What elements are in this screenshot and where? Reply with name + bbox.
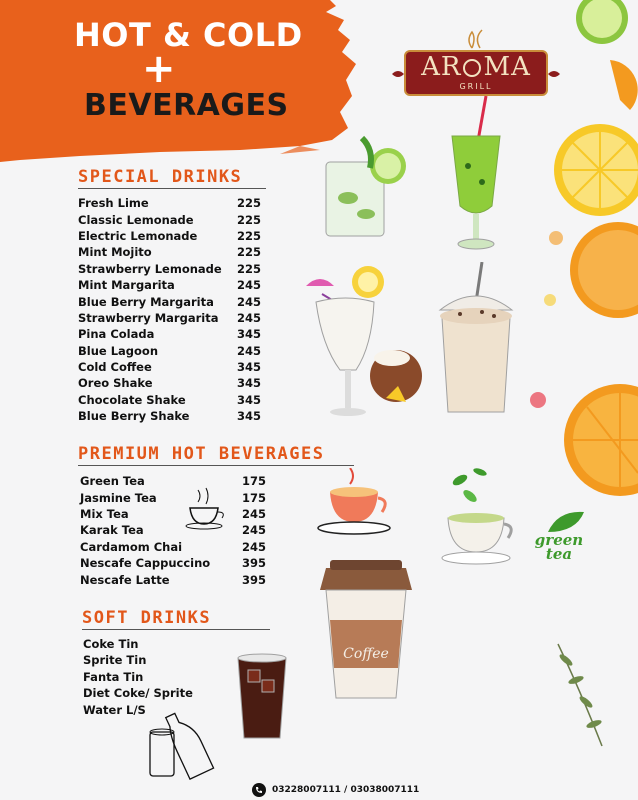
title-line-1: HOT & COLD bbox=[74, 16, 303, 54]
phone-icon bbox=[252, 783, 266, 797]
menu-item-price: 175 bbox=[241, 474, 266, 489]
menu-item-price: 395 bbox=[241, 572, 266, 587]
menu-item-name: Fanta Tin bbox=[83, 669, 144, 684]
menu-item-price: 245 bbox=[236, 343, 261, 358]
logo-subtitle: GRILL bbox=[459, 82, 493, 91]
menu-item-name: Jasmine Tea bbox=[80, 490, 157, 505]
herb-sprig-decoration bbox=[552, 640, 608, 750]
menu-item-name: Pina Colada bbox=[78, 327, 155, 342]
menu-item-name: Cold Coffee bbox=[78, 360, 152, 375]
green-tea-cup-illustration bbox=[440, 466, 520, 576]
section-divider bbox=[82, 629, 270, 630]
menu-item-name: Cardamom Chai bbox=[80, 539, 183, 554]
menu-item-price: 225 bbox=[236, 196, 261, 211]
menu-item bbox=[78, 326, 261, 342]
coffee-cup-illustration bbox=[316, 556, 416, 702]
menu-item bbox=[78, 293, 261, 309]
header-banner bbox=[0, 0, 360, 162]
menu-item-name: Coke Tin bbox=[83, 637, 139, 651]
menu-item-price: 345 bbox=[236, 376, 261, 391]
menu-item-price: 225 bbox=[236, 228, 261, 243]
menu-item-name: Diet Coke/ Sprite bbox=[83, 686, 193, 701]
menu-item-name: Classic Lemonade bbox=[78, 212, 194, 227]
menu-item-name: Blue Berry Margarita bbox=[78, 294, 214, 309]
section-divider bbox=[78, 188, 266, 189]
cola-glass-illustration bbox=[236, 650, 288, 742]
menu-item bbox=[80, 506, 266, 522]
menu-item bbox=[78, 359, 261, 375]
green-tea-label: green tea bbox=[534, 531, 584, 563]
menu-item bbox=[78, 228, 261, 244]
menu-item-name: Sprite Tin bbox=[83, 653, 147, 668]
menu-item-price: 245 bbox=[236, 278, 261, 293]
cup-icon bbox=[463, 59, 481, 77]
menu-item bbox=[78, 408, 261, 424]
menu-item bbox=[78, 195, 261, 211]
menu-item bbox=[78, 277, 261, 293]
menu-item-price: 345 bbox=[236, 360, 261, 375]
menu-item-name: Karak Tea bbox=[80, 523, 144, 538]
pina-colada-illustration bbox=[302, 266, 426, 418]
menu-item-price: 395 bbox=[241, 556, 266, 571]
menu-item bbox=[78, 261, 261, 277]
menu-item-name: Chocolate Shake bbox=[78, 392, 186, 407]
menu-item bbox=[78, 375, 261, 391]
menu-item-price: 245 bbox=[241, 506, 266, 521]
section-title-soft-drinks: SOFT DRINKS bbox=[82, 608, 212, 628]
menu-item bbox=[78, 343, 261, 359]
menu-item bbox=[78, 392, 261, 408]
menu-item-name: Electric Lemonade bbox=[78, 228, 198, 243]
red-tea-cup-illustration bbox=[316, 468, 396, 536]
tea-cup-sketch-icon bbox=[184, 486, 230, 530]
title-line-2: BEVERAGES bbox=[84, 88, 289, 123]
menu-item-name: Nescafe Cappuccino bbox=[80, 556, 211, 571]
green-cocktail-illustration bbox=[446, 96, 506, 252]
menu-item-name: Strawberry Margarita bbox=[78, 310, 219, 325]
menu-item-price: 345 bbox=[236, 409, 261, 424]
menu-item bbox=[80, 539, 266, 555]
section-title-special-drinks: SPECIAL DRINKS bbox=[78, 167, 243, 187]
menu-item bbox=[80, 555, 266, 571]
section-divider bbox=[78, 465, 354, 466]
menu-item-name: Mint Mojito bbox=[78, 245, 152, 260]
menu-item-name: Water L/S bbox=[83, 702, 146, 717]
logo-name: AR MA bbox=[421, 52, 531, 82]
menu-item-price: 345 bbox=[236, 327, 261, 342]
menu-item-price: 245 bbox=[236, 294, 261, 309]
menu-item-name: Mix Tea bbox=[80, 506, 129, 521]
citrus-slices-decoration bbox=[520, 0, 638, 520]
special-drinks-list bbox=[78, 195, 261, 424]
coffee-cup-label: Coffee bbox=[343, 646, 389, 662]
section-title-premium-hot-beverages: PREMIUM HOT BEVERAGES bbox=[78, 444, 325, 464]
menu-item bbox=[80, 522, 266, 538]
milkshake-cup-illustration bbox=[434, 262, 518, 420]
menu-item bbox=[80, 489, 266, 505]
soda-can-bottle-sketch-icon bbox=[146, 706, 224, 780]
menu-item-price: 345 bbox=[236, 392, 261, 407]
menu-item-price: 175 bbox=[241, 490, 266, 505]
menu-item-name: Mint Margarita bbox=[78, 278, 175, 293]
menu-item bbox=[78, 244, 261, 260]
menu-item-price: 245 bbox=[241, 523, 266, 538]
menu-item-name: Strawberry Lemonade bbox=[78, 261, 222, 276]
menu-item-price: 225 bbox=[236, 245, 261, 260]
title-plus: + bbox=[142, 46, 176, 92]
menu-item-price: 245 bbox=[236, 310, 261, 325]
hot-beverages-list bbox=[80, 473, 266, 588]
menu-item-price: 225 bbox=[236, 212, 261, 227]
menu-item-name: Oreo Shake bbox=[78, 376, 153, 391]
mojito-glass-illustration bbox=[318, 128, 410, 240]
menu-item-price: 225 bbox=[236, 261, 261, 276]
menu-item bbox=[78, 211, 261, 227]
menu-item-name: Fresh Lime bbox=[78, 196, 149, 211]
menu-item-name: Blue Lagoon bbox=[78, 343, 159, 358]
menu-item bbox=[80, 571, 266, 587]
menu-item-name: Green Tea bbox=[80, 474, 145, 489]
phone-numbers[interactable]: 03228007111 / 03038007111 bbox=[272, 785, 420, 795]
menu-item bbox=[80, 473, 266, 489]
menu-item bbox=[78, 310, 261, 326]
menu-item-name: Blue Berry Shake bbox=[78, 409, 190, 424]
menu-item-price: 245 bbox=[241, 539, 266, 554]
menu-item-name: Nescafe Latte bbox=[80, 572, 170, 587]
footer-contact bbox=[252, 783, 419, 797]
